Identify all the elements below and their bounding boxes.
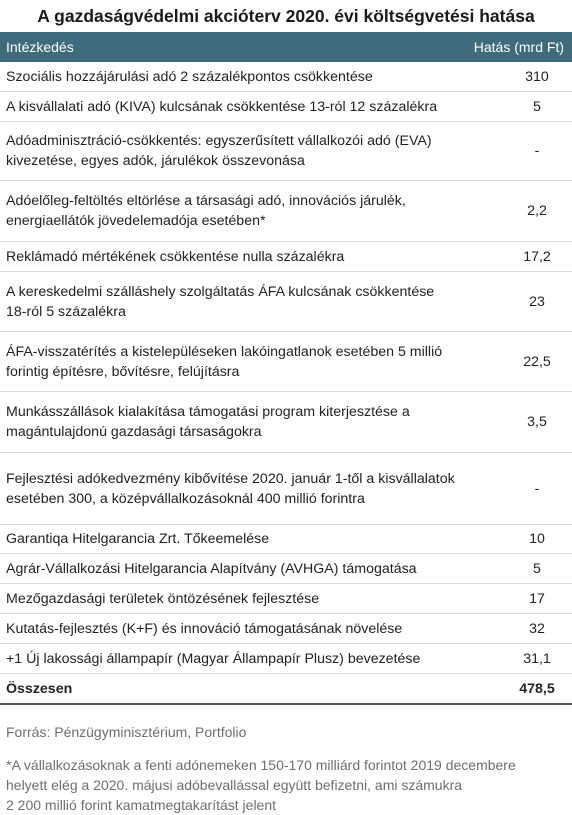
row-value: 17,2	[523, 248, 551, 265]
total-label: Összesen	[6, 680, 73, 697]
table-row	[0, 584, 572, 614]
total-value: 478,5	[519, 680, 555, 697]
row-value: 2,2	[527, 203, 547, 219]
table-row	[0, 614, 572, 644]
table-row	[0, 181, 572, 242]
table-row	[0, 332, 572, 392]
row-label: +1 Új lakossági állampapír (Magyar Állampapír Plusz) bevezetése	[6, 650, 421, 667]
table-row	[0, 392, 572, 453]
row-label: Fejlesztési adókedvezmény kibővítése 2020. január 1-től a kisvállalatok esetében 300, a középvállalkozásoknál 400 millió forintra	[6, 470, 455, 507]
data-table	[0, 32, 572, 705]
table-row	[0, 554, 572, 584]
row-value: -	[534, 480, 540, 497]
row-label: Garantiqa Hitelgarancia Zrt. Tőkeemelése	[6, 531, 270, 547]
row-label: A kereskedelmi szálláshely szolgáltatás ÁFA kulcsának csökkentése 18-ról 5 százalékra	[6, 283, 435, 320]
row-label: Agrár-Vállalkozási Hitelgarancia Alapítvány (AVHGA) támogatása	[6, 560, 417, 577]
table-header	[0, 32, 572, 62]
row-value: 32	[529, 620, 545, 637]
table-row	[0, 92, 572, 122]
row-label: ÁFA-visszatérítés a kistelepüléseken lakóingatlanok esetében 5 millió forintig építésre, bővítésre, felújításra	[6, 343, 443, 380]
table-row	[0, 272, 572, 332]
column-header-impact: Hatás (mrd Ft)	[473, 39, 564, 55]
row-label: Adóadminisztráció-csökkentés: egyszerűsített vállalkozói adó (EVA) kivezetése, egyes adók, járulékok összevonása	[6, 133, 432, 169]
row-value: 17	[529, 590, 545, 607]
row-label: A kisvállalati adó (KIVA) kulcsának csökkentése 13-ról 12 százalékra	[6, 98, 438, 115]
row-value: 22,5	[523, 353, 551, 370]
source-note: Forrás: Pénzügyminisztérium, Portfolio	[6, 724, 247, 740]
row-value: -	[534, 143, 540, 159]
row-value: 5	[533, 98, 541, 115]
row-value: 23	[529, 293, 545, 310]
column-header-measure: Intézkedés	[6, 39, 74, 55]
table-row	[0, 62, 572, 92]
row-value: 10	[529, 531, 545, 547]
table-row	[0, 644, 572, 674]
footnote-line: 2 200 millió forint kamatmegtakarítást jelent	[6, 797, 277, 813]
row-label: Munkásszállások kialakítása támogatási program kiterjesztése a magántulajdonú gazdasági társaságokra	[6, 404, 410, 440]
total-row	[0, 674, 572, 705]
table-row	[0, 453, 572, 525]
row-value: 310	[525, 68, 549, 85]
row-label: Reklámadó mértékének csökkentése nulla százalékra	[6, 248, 345, 265]
footnote-line: helyett elég a 2020. májusi adóbevallással együtt befizetni, ami számukra	[6, 777, 463, 793]
row-value: 5	[533, 560, 541, 577]
row-label: Szociális hozzájárulási adó 2 százalékpontos csökkentése	[6, 68, 373, 85]
row-label: Adóelőleg-feltöltés eltörlése a társasági adó, innovációs járulék, energiaellátók jövedelemadója esetében*	[6, 193, 406, 229]
row-label: Kutatás-fejlesztés (K+F) és innováció támogatásának növelése	[6, 620, 403, 637]
table-row	[0, 525, 572, 554]
row-value: 3,5	[527, 414, 547, 430]
row-value: 31,1	[523, 650, 551, 667]
table-row	[0, 242, 572, 272]
page-title: A gazdaságvédelmi akcióterv 2020. évi költségvetési hatása	[37, 6, 535, 26]
footnote	[0, 755, 572, 815]
table-row	[0, 122, 572, 181]
footnote-line: *A vállalkozásoknak a fenti adónemeken 150-170 milliárd forintot 2019 decembere	[6, 757, 516, 773]
row-label: Mezőgazdasági területek öntözésének fejlesztése	[6, 590, 320, 607]
